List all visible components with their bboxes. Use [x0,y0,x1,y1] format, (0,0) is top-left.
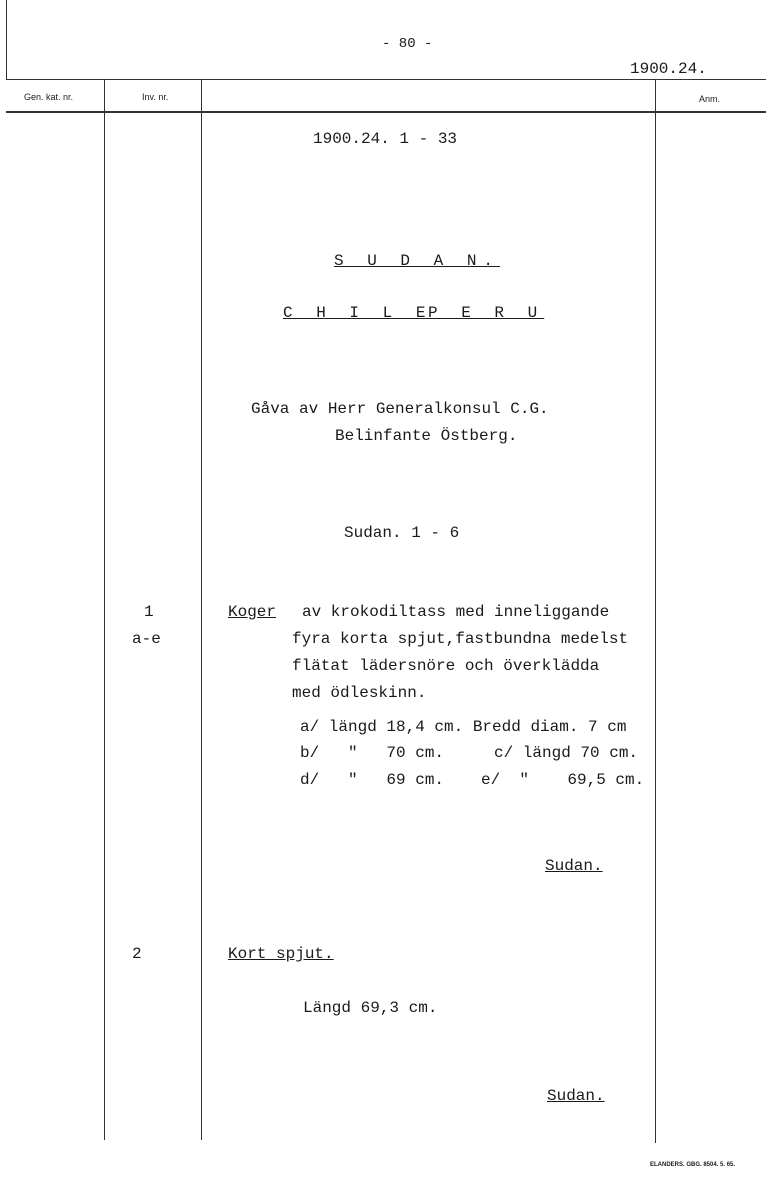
item-2-number: 2 [132,945,142,963]
item-2-length: Längd 69,3 cm. [303,999,438,1017]
item-2-origin: Sudan. [547,1087,605,1105]
item-1-measure-3a: d/ " 69 cm. [300,771,445,789]
catalog-number: 1900.24. [630,60,707,78]
donor-line-1: Gåva av Herr Generalkonsul C.G. [251,400,549,418]
country-heading-peru: P E R U [428,304,545,322]
column-divider-main-anm [655,80,656,1143]
item-1-desc-line-3: flätat lädersnöre och överklädda [292,657,600,675]
column-divider-inv-main [201,80,202,1140]
item-1-measure-2a: b/ " 70 cm. [300,744,445,762]
header-bottom-line [6,111,766,113]
item-1-desc-line-2: fyra korta spjut,fastbundna medelst [292,630,629,648]
donor-line-2: Belinfante Östberg. [335,427,518,445]
column-header-gen-kat: Gen. kat. nr. [24,92,74,102]
item-1-measure-2b: c/ längd 70 cm. [494,744,639,762]
catalog-range: 1900.24. 1 - 33 [313,130,458,148]
item-1-measure-1: a/ längd 18,4 cm. Bredd diam. 7 cm [300,718,627,736]
column-header-inv: Inv. nr. [142,92,169,102]
header-top-line [6,79,766,80]
page-number: - 80 - [382,36,433,52]
column-divider-gen-inv [104,80,105,1140]
column-header-anm: Anm. [699,94,721,104]
item-1-number: 1 [144,603,154,621]
country-heading-chile: C H I L E [283,304,433,322]
item-1-measure-3b: e/ " 69,5 cm. [481,771,645,789]
printer-imprint: ELANDERS. GBG. 8504. 5. 65. [650,1162,736,1168]
item-2-title: Kort spjut. [228,945,334,963]
item-1-desc-line-1: av krokodiltass med inneliggande [302,603,610,621]
item-1-title: Koger [228,603,277,621]
region-heading: S U D A N. [334,252,501,270]
left-border-line [6,0,7,80]
item-1-sub: a-e [132,630,161,648]
group-heading: Sudan. 1 - 6 [344,524,460,542]
item-1-origin: Sudan. [545,857,603,875]
item-1-desc-line-4: med ödleskinn. [292,684,427,702]
